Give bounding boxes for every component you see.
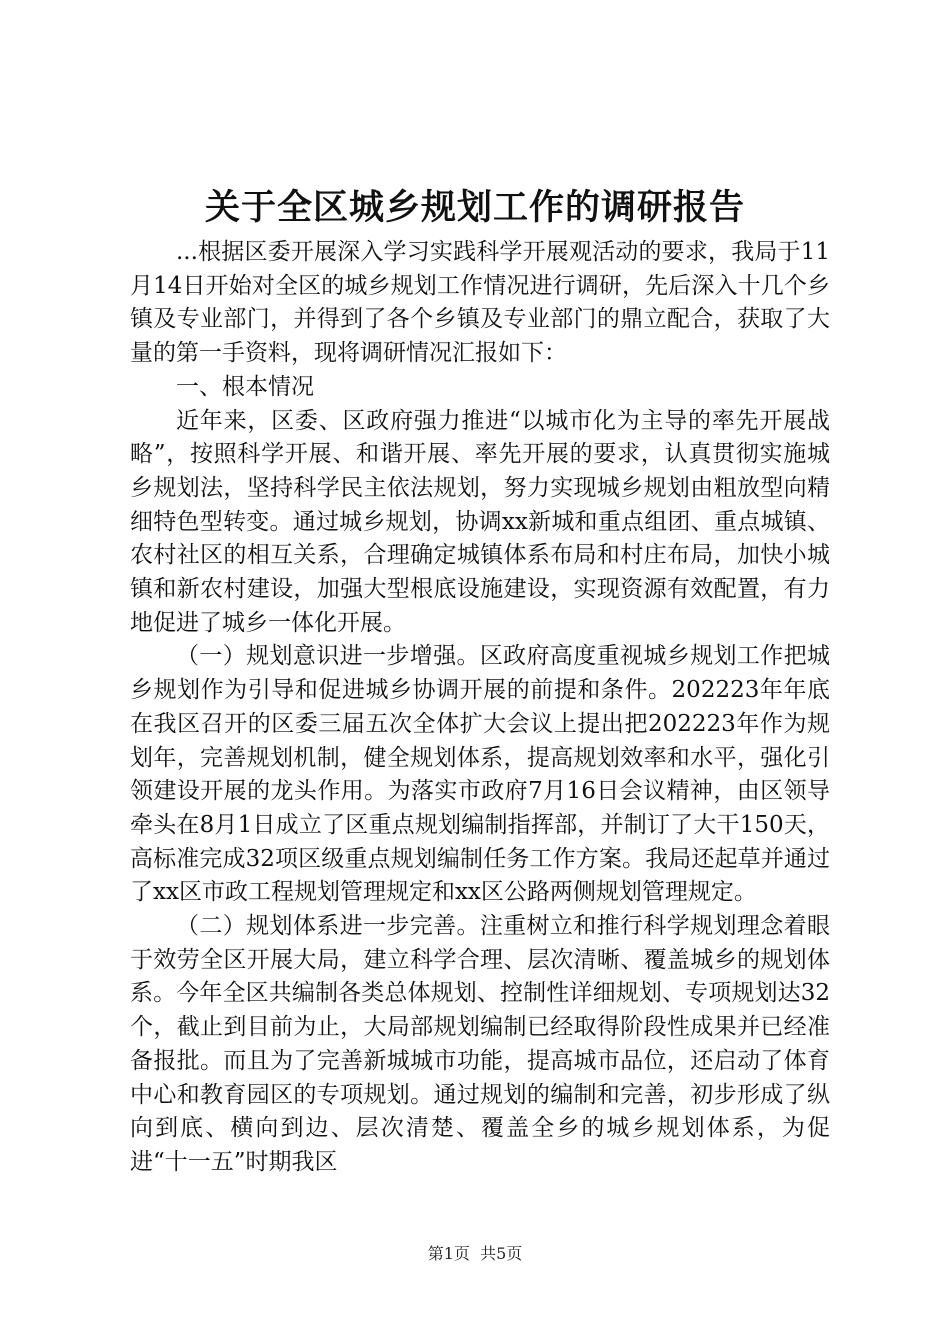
section-heading-basic-situation: 一、根本情况 <box>176 373 314 400</box>
subsection-planning-system: （二）规划体系进一步完善。注重树立和推行科学规划理念着眼于效劳全区开展大局，建立科学合理、层次清晰、覆盖城乡的规划体系。今年全区共编制各类总体规划、控制性详细规划、专项规划达32个，截止到目前为止，大局部规划编制已经取得阶段性成果并已经准备报批。而且为了完善新城城市功能，提高城市品位，还启动了体育中心和教育园区的专项规划。通过规划的编制和完善，初步形成了纵向到底、横向到边、层次清楚、覆盖全乡的城乡规划体系，为促进“十一五”时期我区 <box>130 913 830 1175</box>
page-number: 第1页 <box>427 1244 470 1263</box>
subsection-planning-awareness: （一）规划意识进一步增强。区政府高度重视城乡规划工作把城乡规划作为引导和促进城乡协调开展的前提和条件。202223年年底在我区召开的区委三届五次全体扩大会议上提出把202223年作为规划年，完善规划机制，健全规划体系，提高规划效率和水平，强化引领建设开展的龙头作用。为落实市政府7月16日会议精神，由区领导牵头在8月1日成立了区重点规划编制指挥部，并制订了大干150天，高标准完成32项区级重点规划编制任务工作方案。我局还起草并通过了xx区市政工程规划管理规定和xx区公路两侧规划管理规定。 <box>130 643 830 906</box>
page-footer <box>0 1242 950 1266</box>
intro-paragraph: ...根据区委开展深入学习实践科学开展观活动的要求，我局于11月14日开始对全区的城乡规划工作情况进行调研，先后深入十几个乡镇及专业部门，并得到了各个乡镇及专业部门的鼎立配合，获取了大量的第一手资料，现将调研情况汇报如下： <box>130 239 830 367</box>
basic-situation-paragraph: 近年来，区委、区政府强力推进“以城市化为主导的率先开展战略”，按照科学开展、和谐开展、率先开展的要求，认真贯彻实施城乡规划法，坚持科学民主依法规划，努力实现城乡规划由粗放型向精细特色型转变。通过城乡规划，协调xx新城和重点组团、重点城镇、农村社区的相互关系，合理确定城镇体系布局和村庄布局，加快小城镇和新农村建设，加强大型根底设施建设，实现资源有效配置，有力地促进了城乡一体化开展。 <box>130 407 830 636</box>
document-body <box>130 236 830 1180</box>
document-title: 关于全区城乡规划工作的调研报告 <box>204 187 745 228</box>
total-pages: 共5页 <box>480 1244 523 1263</box>
